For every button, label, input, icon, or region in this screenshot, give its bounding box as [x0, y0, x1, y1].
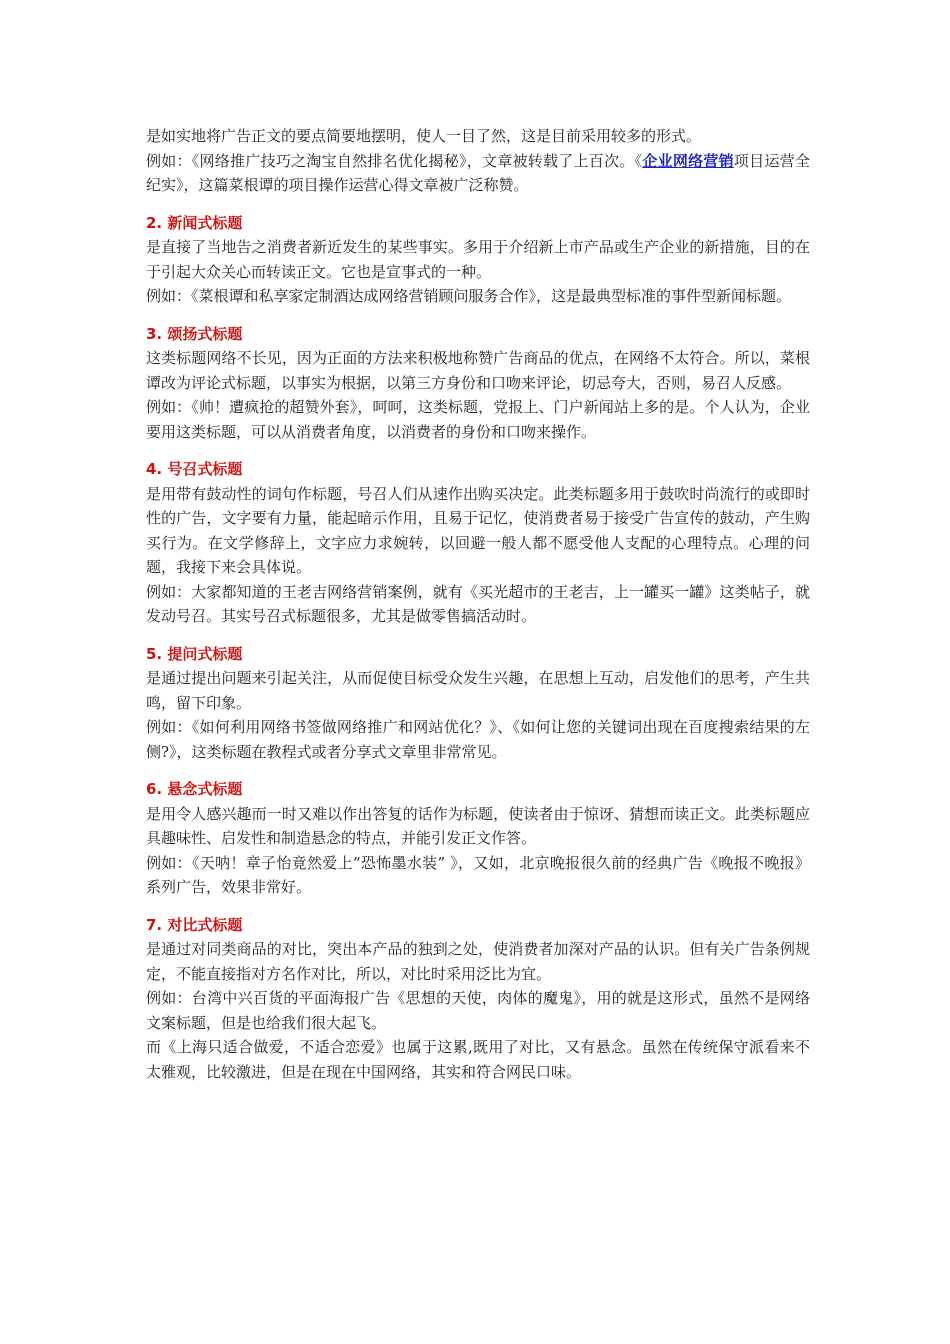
section-call-title [146, 457, 810, 629]
section-heading: 7. 对比式标题 [146, 915, 243, 934]
intro-paragraph: 是如实地将广告正文的要点简要地摆明，使人一目了然，这是目前采用较多的形式。 [146, 127, 702, 145]
section-paragraph: 是用令人感兴趣而一时又难以作出答复的话作为标题，使读者由于惊讶、猜想而读正文。此类标题应具趣味性、启发性和制造悬念的特点，并能引发正文作答。 [146, 804, 810, 847]
document-body [146, 124, 810, 1084]
section-paragraph: 是通过提出问题来引起关注，从而促使目标受众发生兴趣，在思想上互动，启发他们的思考，产生共鸣，留下印象。 [146, 669, 810, 712]
section-example: 例如：台湾中兴百货的平面海报广告《思想的天使，肉体的魔鬼》，用的就是这形式，虽然不是网络文案标题，但是也给我们很大起飞。 [146, 989, 810, 1032]
intro-example-paragraph [146, 149, 810, 198]
section-contrast-title [146, 913, 810, 1085]
section-question-title [146, 642, 810, 765]
section-news-title [146, 211, 810, 309]
example-text-before: 例如：《网络推广技巧之淘宝自然排名优化揭秘》，文章被转载了上百次。《 [146, 151, 643, 170]
intro-section [146, 124, 810, 198]
section-heading: 3. 颂扬式标题 [146, 324, 243, 343]
section-paragraph: 是通过对同类商品的对比，突出本产品的独到之处，使消费者加深对产品的认识。但有关广告条例规定，不能直接指对方名作对比，所以，对比时采用泛比为宜。 [146, 940, 810, 983]
section-paragraph: 是直接了当地告之消费者新近发生的某些事实。多用于介绍新上市产品或生产企业的新措施，目的在于引起大众关心而转读正文。它也是宣事式的一种。 [146, 238, 810, 281]
section-example: 例如：《天呐！章子怡竟然爱上“恐怖墨水装” 》，又如，北京晚报很久前的经典广告《晚报不晚报》系列广告，效果非常好。 [146, 853, 810, 896]
section-example: 例如：《菜根谭和私享家定制酒达成网络营销顾问服务合作》，这是最典型标准的事件型新闻标题。 [146, 287, 792, 305]
section-example: 例如：大家都知道的王老吉网络营销案例，就有《买光超市的王老吉，上一罐买一罐》这类帖子，就发动号召。其实号召式标题很多，尤其是做零售搞活动时。 [146, 582, 810, 625]
example-text-after: 项目运营全纪实》，这篇菜根谭的项目操作运营心得文章被广泛称赞。 [146, 151, 810, 194]
section-suspense-title [146, 777, 810, 900]
enterprise-marketing-link[interactable]: 企业网络营销 [642, 151, 734, 170]
section-paragraph: 是用带有鼓动性的词句作标题，号召人们从速作出购买决定。此类标题多用于鼓吹时尚流行的或即时性的广告，文字要有力量，能起暗示作用，且易于记忆，使消费者易于接受广告宣传的鼓动，产生购买行为。在文学修辞上，文字应力求婉转，以回避一般人都不愿受他人支配的心理特点。心理的问题，我接下来会具体说。 [146, 484, 810, 576]
section-example: 例如：《帅！遭疯抢的超赞外套》，呵呵，这类标题，党报上、门户新闻站上多的是。个人认为，企业要用这类标题，可以从消费者角度，以消费者的身份和口吻来操作。 [146, 398, 810, 441]
section-praise-title [146, 322, 810, 445]
section-heading: 4. 号召式标题 [146, 460, 243, 478]
section-heading: 5. 提问式标题 [146, 644, 243, 663]
section-heading: 6. 悬念式标题 [146, 780, 243, 798]
section-example: 例如：《如何利用网络书签做网络推广和网站优化？》、《如何让您的关键词出现在百度搜索结果的左侧?》，这类标题在教程式或者分享式文章里非常常见。 [146, 718, 810, 761]
section-example: 而《上海只适合做爱，不适合恋爱》也属于这累,既用了对比，又有悬念。虽然在传统保守派看来不太雅观，比较激进，但是在现在中国网络，其实和符合网民口味。 [146, 1038, 810, 1081]
section-heading: 2. 新闻式标题 [146, 213, 243, 232]
section-paragraph: 这类标题网络不长见，因为正面的方法来积极地称赞广告商品的优点，在网络不太符合。所以，菜根谭改为评论式标题，以事实为根据，以第三方身份和口吻来评论，切忌夸大，否则，易召人反感。 [146, 349, 810, 392]
